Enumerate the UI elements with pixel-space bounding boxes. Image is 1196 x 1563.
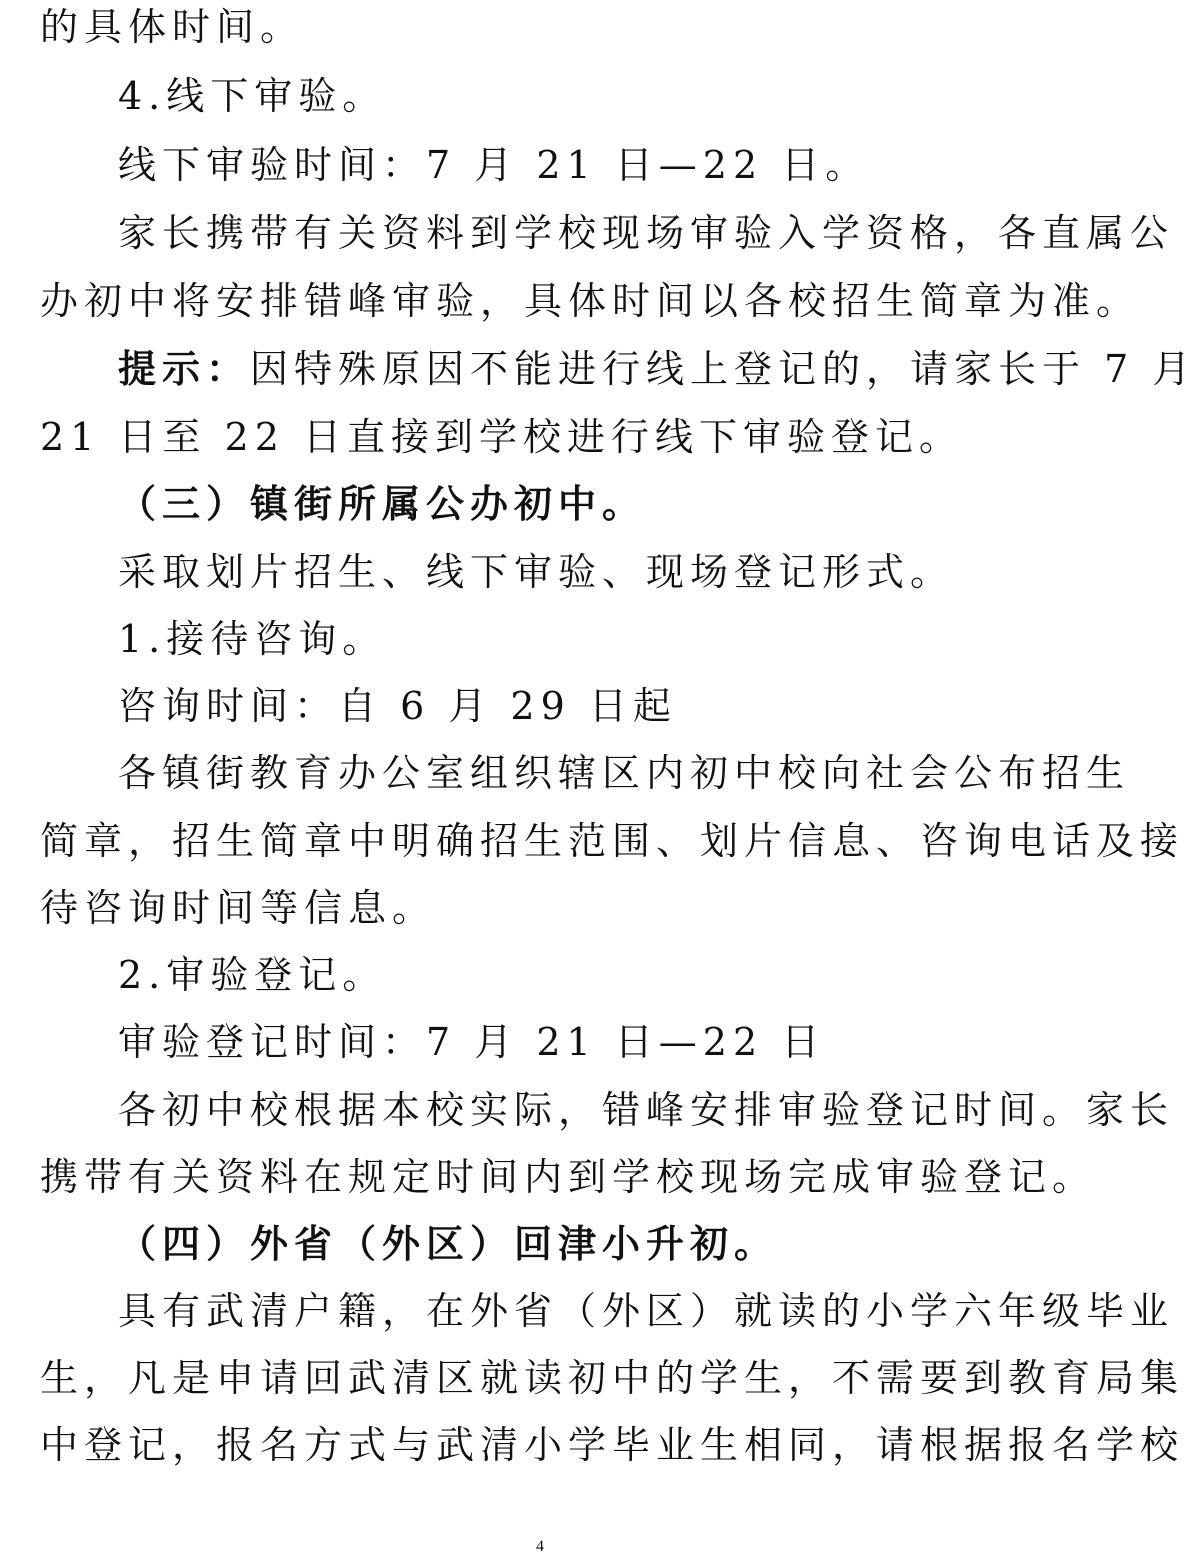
paragraph-line: 21 日至 22 日直接到学校进行线下审验登记。 [40,415,963,459]
paragraph-line: 生，凡是申请回武清区就读初中的学生，不需要到教育局集 [40,1356,1185,1400]
paragraph-line: 待咨询时间等信息。 [40,886,437,930]
paragraph-line: 家长携带有关资料到学校现场审验入学资格，各直属公 [118,211,1175,255]
section-heading: 1.接待咨询。 [118,617,387,661]
paragraph-line: 各初中校根据本校实际，错峰安排审验登记时间。家长 [118,1088,1175,1132]
paragraph-line: 咨询时间：自 6 月 29 日起 [118,684,677,728]
section-heading: 2.审验登记。 [118,953,387,997]
paragraph-line: 携带有关资料在规定时间内到学校现场完成审验登记。 [40,1155,1097,1199]
paragraph-line: 审验登记时间：7 月 21 日—22 日 [118,1020,826,1064]
paragraph-line: 具有武清户籍，在外省（外区）就读的小学六年级毕业 [118,1289,1175,1333]
paragraph-line: 简章，招生简章中明确招生范围、划片信息、咨询电话及接 [40,819,1185,863]
section-heading: （三）镇街所属公办初中。 [118,481,647,526]
paragraph-line: 中登记，报名方式与武清小学毕业生相同，请根据报名学校 [40,1423,1185,1467]
paragraph-line: 线下审验时间：7 月 21 日—22 日。 [118,143,870,187]
section-heading: 4.线下审验。 [118,74,387,118]
tip-text: 因特殊原因不能进行线上登记的，请家长于 7 月 [250,347,1196,391]
tip-label: 提示： [118,346,251,391]
paragraph-line: 的具体时间。 [40,5,305,49]
section-heading: （四）外省（外区）回津小升初。 [118,1221,779,1266]
paragraph-line: 各镇街教育办公室组织辖区内初中校向社会公布招生 [118,751,1131,795]
paragraph-line: 办初中将安排错峰审验，具体时间以各校招生简章为准。 [40,279,1141,323]
page-number: 4 [536,1538,544,1555]
paragraph-line: 采取划片招生、线下审验、现场登记形式。 [118,550,955,594]
tip-line [118,346,1196,392]
